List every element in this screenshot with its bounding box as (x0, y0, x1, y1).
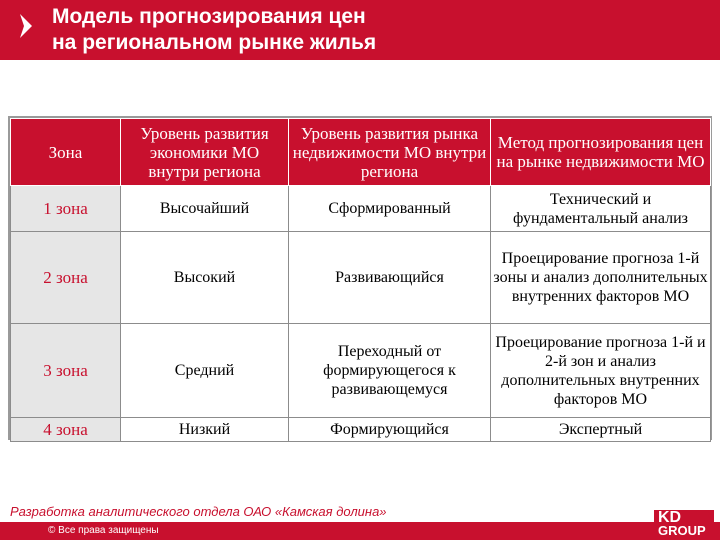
method-cell: Экспертный (491, 418, 711, 442)
forecast-table (10, 118, 711, 442)
column-header-method: Метод прогнозирования цен на рынке недвижимости МО (491, 119, 711, 186)
column-header-economy: Уровень развития экономики МО внутри региона (121, 119, 289, 186)
copyright-text: © Все права защищены (48, 525, 159, 536)
logo-text-kd: KD (658, 509, 682, 526)
column-header-market: Уровень развития рынка недвижимости МО внутри региона (289, 119, 491, 186)
zone-cell: 1 зона (11, 186, 121, 232)
zone-cell: 4 зона (11, 418, 121, 442)
column-header-zone: Зона (11, 119, 121, 186)
market-cell: Формирующийся (289, 418, 491, 442)
page-title-line2: на региональном рынке жилья (52, 31, 377, 54)
economy-cell: Высокий (121, 232, 289, 324)
economy-cell: Высочайший (121, 186, 289, 232)
company-logo (654, 510, 714, 540)
table-header-row (11, 119, 711, 186)
table-row (11, 324, 711, 418)
table-row (11, 418, 711, 442)
market-cell: Развивающийся (289, 232, 491, 324)
economy-cell: Низкий (121, 418, 289, 442)
forecast-table-container (8, 116, 712, 440)
page-title-line1: Модель прогнозирования цен (52, 5, 366, 28)
page-title (52, 4, 692, 56)
zone-cell: 3 зона (11, 324, 121, 418)
chevron-right-icon (18, 12, 34, 40)
footer-bar (0, 522, 720, 540)
table-row (11, 232, 711, 324)
table-row (11, 186, 711, 232)
header-bar (0, 0, 720, 60)
method-cell: Проецирование прогноза 1-й и 2-й зон и анализ дополнительных внутренних факторов МО (491, 324, 711, 418)
market-cell: Сформированный (289, 186, 491, 232)
logo-text-group: GROUP (658, 523, 706, 538)
method-cell: Проецирование прогноза 1-й зоны и анализ дополнительных внутренних факторов МО (491, 232, 711, 324)
footer-note: Разработка аналитического отдела ОАО «Камская долина» (10, 504, 387, 519)
zone-cell: 2 зона (11, 232, 121, 324)
method-cell: Технический и фундаментальный анализ (491, 186, 711, 232)
economy-cell: Средний (121, 324, 289, 418)
market-cell: Переходный от формирующегося к развивающемуся (289, 324, 491, 418)
